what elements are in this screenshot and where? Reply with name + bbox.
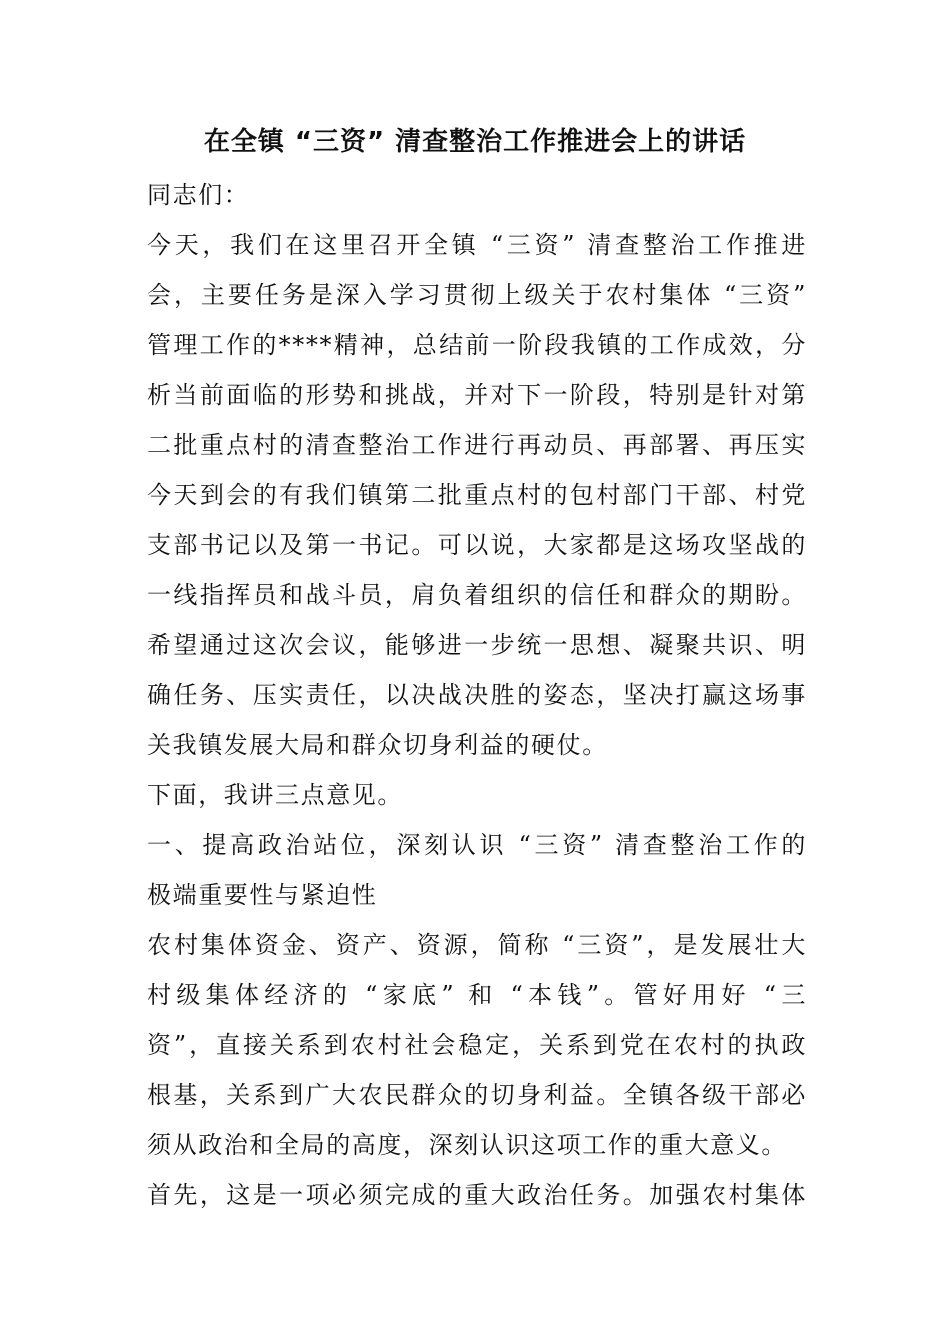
body-line: 管理工作的****精神，总结前一阶段我镇的工作成效，分 xyxy=(147,331,807,359)
body-line: 同志们： xyxy=(147,181,250,209)
body-line: 极端重要性与紧迫性 xyxy=(147,881,378,909)
body-line: 资”，直接关系到农村社会稳定，关系到党在农村的执政 xyxy=(147,1031,807,1059)
body-line: 首先，这是一项必须完成的重大政治任务。加强农村集体 xyxy=(147,1181,807,1209)
body-line: 析当前面临的形势和挑战，并对下一阶段，特别是针对第 xyxy=(147,381,807,409)
body-line: 一、提高政治站位，深刻认识 “三资” 清查整治工作的 xyxy=(147,831,807,859)
body-line: 一线指挥员和战斗员，肩负着组织的信任和群众的期盼。 xyxy=(147,581,807,609)
body-line: 今天，我们在这里召开全镇 “三资” 清查整治工作推进 xyxy=(147,231,807,259)
body-line: 关我镇发展大局和群众切身利益的硬仗。 xyxy=(147,731,608,759)
body-line: 农村集体资金、资产、资源，简称 “三资”，是发展壮大 xyxy=(147,931,807,959)
body-line: 确任务、压实责任，以决战决胜的姿态，坚决打赢这场事 xyxy=(147,681,807,709)
body-line: 会，主要任务是深入学习贯彻上级关于农村集体 “三资” xyxy=(147,281,807,309)
body-line: 须从政治和全局的高度，深刻认识这项工作的重大意义。 xyxy=(147,1131,787,1159)
body-line: 二批重点村的清查整治工作进行再动员、再部署、再压实 xyxy=(147,431,807,459)
body-line: 下面，我讲三点意见。 xyxy=(147,781,403,809)
body-line: 根基，关系到广大农民群众的切身利益。全镇各级干部必 xyxy=(147,1081,807,1109)
body-line: 希望通过这次会议，能够进一步统一思想、凝聚共识、明 xyxy=(147,631,807,659)
body-line: 村级集体经济的 “家底” 和 “本钱”。管好用好 “三 xyxy=(147,981,807,1009)
document-title: 在全镇 “三资” 清查整治工作推进会上的讲话 xyxy=(203,127,747,157)
body-line: 支部书记以及第一书记。可以说，大家都是这场攻坚战的 xyxy=(147,531,807,559)
document-body xyxy=(147,170,807,1220)
body-line: 今天到会的有我们镇第二批重点村的包村部门干部、村党 xyxy=(147,481,807,509)
